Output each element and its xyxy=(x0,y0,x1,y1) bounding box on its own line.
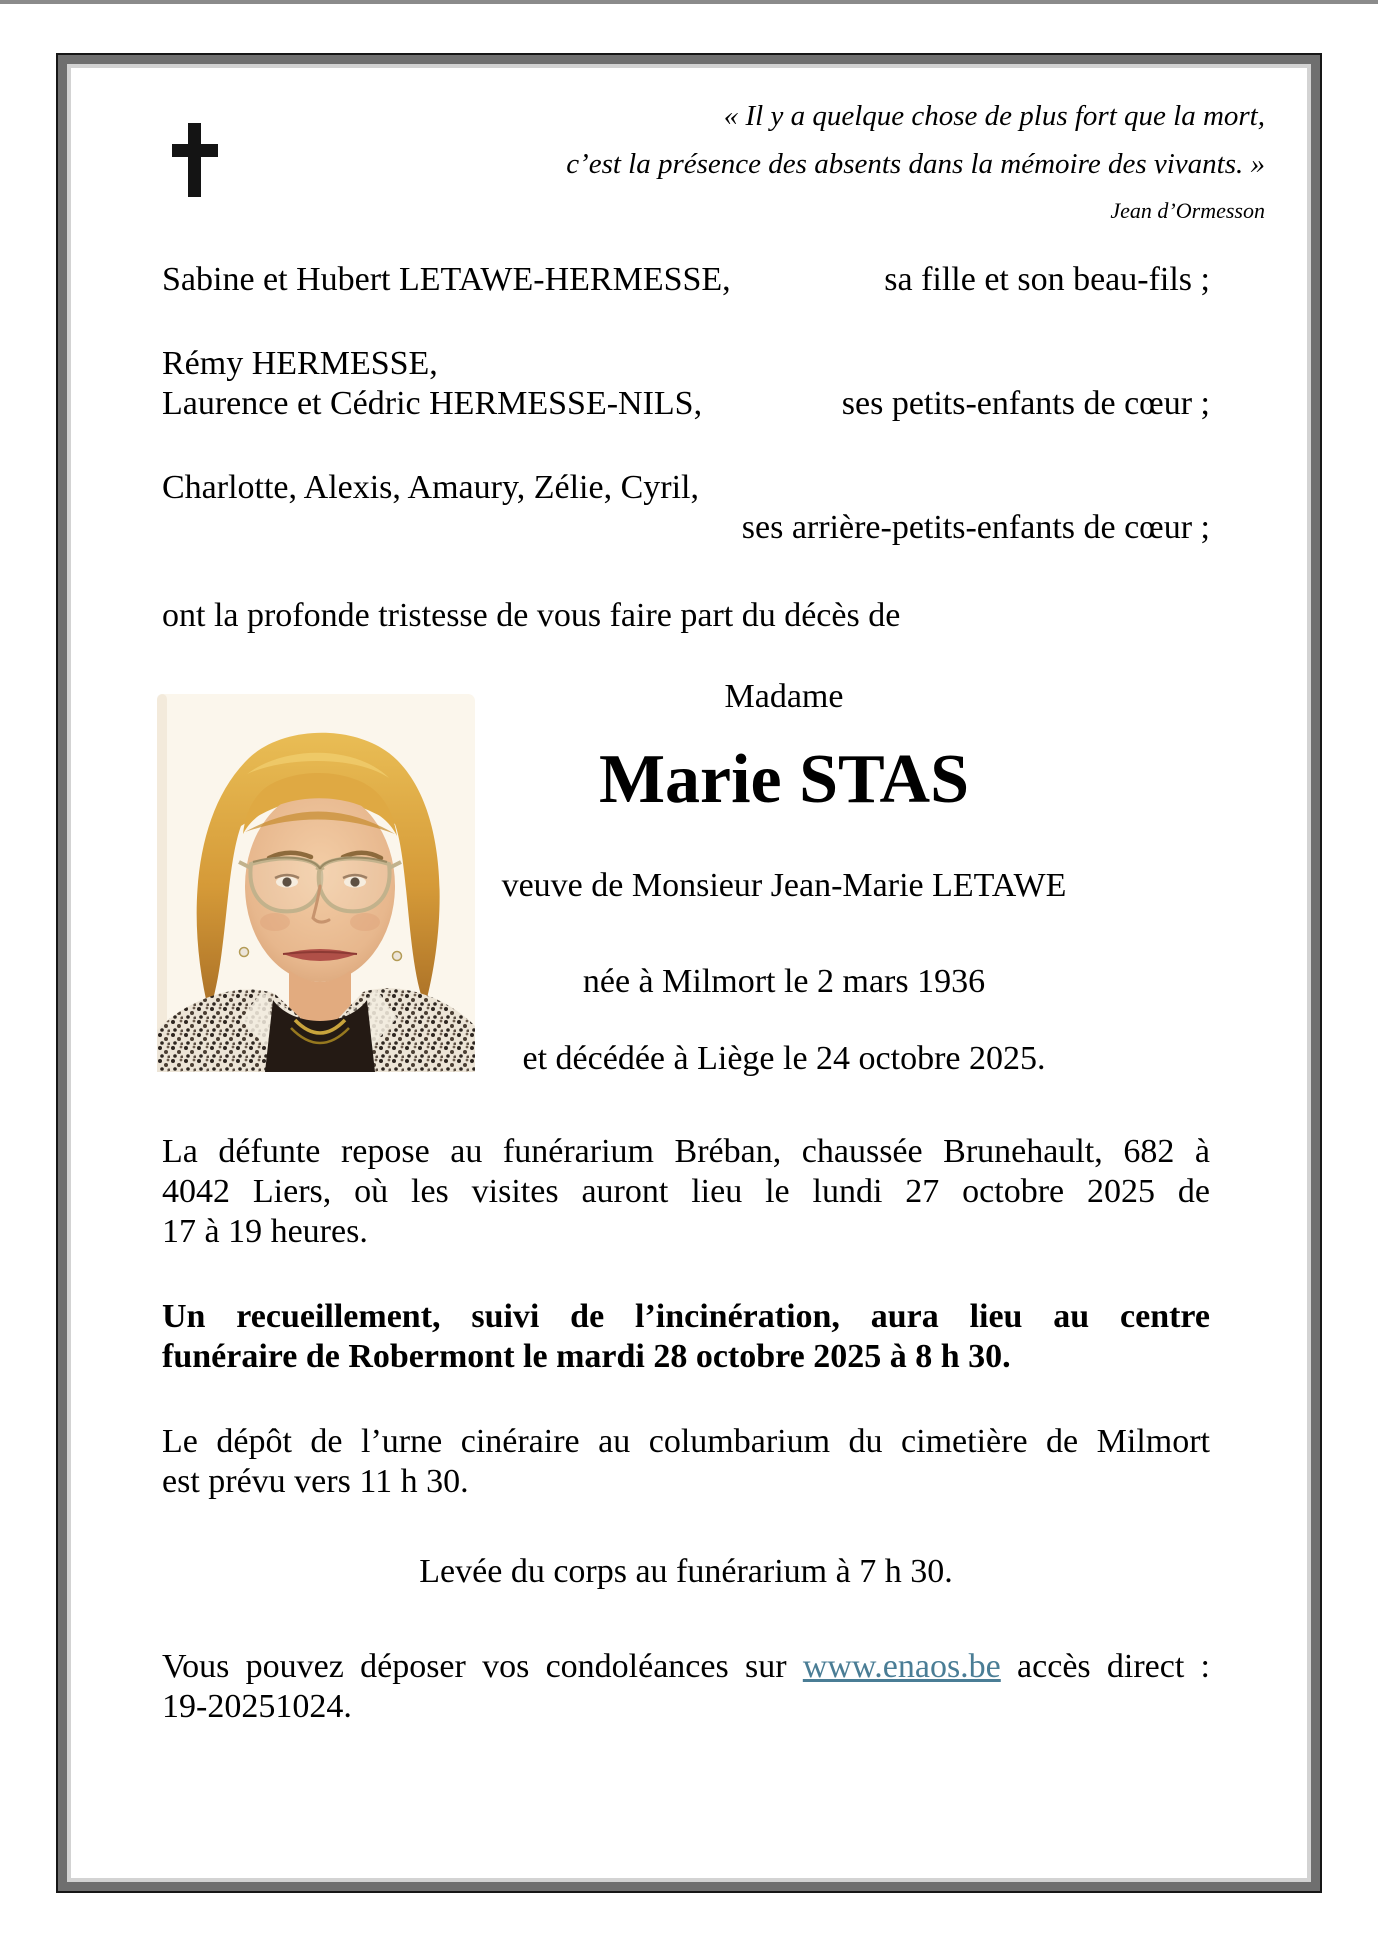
condolences-paragraph xyxy=(162,1647,1210,1727)
latin-cross-icon xyxy=(172,123,218,197)
announcement-line: ont la profonde tristesse de vous faire part du décès de xyxy=(162,597,901,634)
page-content-area xyxy=(67,64,1311,1882)
paragraph-line: 4042 Liers, où les visites auront lieu le lundi 27 octobre 2025 de xyxy=(162,1173,1210,1210)
paragraph-line: 17 à 19 heures. xyxy=(162,1213,368,1250)
ceremony-paragraph xyxy=(162,1297,1210,1377)
family-group-gap xyxy=(162,300,1210,344)
scan-edge-strip xyxy=(0,0,1378,4)
widow-line: veuve de Monsieur Jean-Marie LETAWE xyxy=(501,867,1067,904)
page-frame xyxy=(56,53,1322,1893)
condolences-text-before: Vous pouvez déposer vos condoléances sur xyxy=(162,1648,803,1685)
family-name: Charlotte, Alexis, Amaury, Zélie, Cyril, xyxy=(162,469,699,506)
enaos-link[interactable]: www.enaos.be xyxy=(802,1648,1001,1685)
family-relation: ses arrière-petits-enfants de cœur ; xyxy=(741,509,1210,546)
repose-paragraph xyxy=(162,1132,1210,1252)
quote-line: c’est la présence des absents dans la mémoire des vivants. » xyxy=(566,148,1265,180)
quote-line: « Il y a quelque chose de plus fort que la mort, xyxy=(723,100,1265,132)
family-list xyxy=(162,260,1210,548)
family-row xyxy=(162,384,1210,424)
paragraph-line: Le dépôt de l’urne cinéraire au columbarium du cimetière de Milmort xyxy=(162,1423,1210,1460)
condolences-line xyxy=(162,1647,1210,1687)
family-name: Sabine et Hubert LETAWE-HERMESSE, xyxy=(162,261,731,298)
condolences-text-after: accès direct : xyxy=(1000,1648,1211,1685)
opening-quote xyxy=(505,92,1265,226)
paragraph-line: La défunte repose au funérarium Bréban, chaussée Brunehault, 682 à xyxy=(162,1133,1210,1170)
family-row xyxy=(162,344,1210,384)
deceased-name-title: Marie STAS xyxy=(598,741,970,818)
death-line: et décédée à Liège le 24 octobre 2025. xyxy=(522,1040,1046,1077)
quote-attribution: Jean d’Ormesson xyxy=(1110,198,1265,223)
family-row xyxy=(162,508,1210,548)
page-frame-gray-band xyxy=(58,55,1320,1891)
urn-paragraph xyxy=(162,1422,1210,1502)
family-group-gap xyxy=(162,424,1210,468)
family-name: Laurence et Cédric HERMESSE-NILS, xyxy=(162,385,703,422)
paragraph-line: Un recueillement, suivi de l’incinération, aura lieu au centre xyxy=(162,1298,1210,1335)
family-relation: sa fille et son beau-fils ; xyxy=(884,261,1210,298)
paragraph-line: est prévu vers 11 h 30. xyxy=(162,1463,469,1500)
honorific-line: Madame xyxy=(724,678,844,715)
family-row xyxy=(162,260,1210,300)
family-name: Rémy HERMESSE, xyxy=(162,345,438,382)
levee-line: Levée du corps au funérarium à 7 h 30. xyxy=(419,1553,953,1590)
birth-line: née à Milmort le 2 mars 1936 xyxy=(582,963,986,1000)
family-relation: ses petits-enfants de cœur ; xyxy=(841,385,1210,422)
paragraph-line: funéraire de Robermont le mardi 28 octobre 2025 à 8 h 30. xyxy=(162,1338,1011,1375)
condolences-code-line: 19-20251024. xyxy=(162,1688,352,1725)
family-row xyxy=(162,468,1210,508)
